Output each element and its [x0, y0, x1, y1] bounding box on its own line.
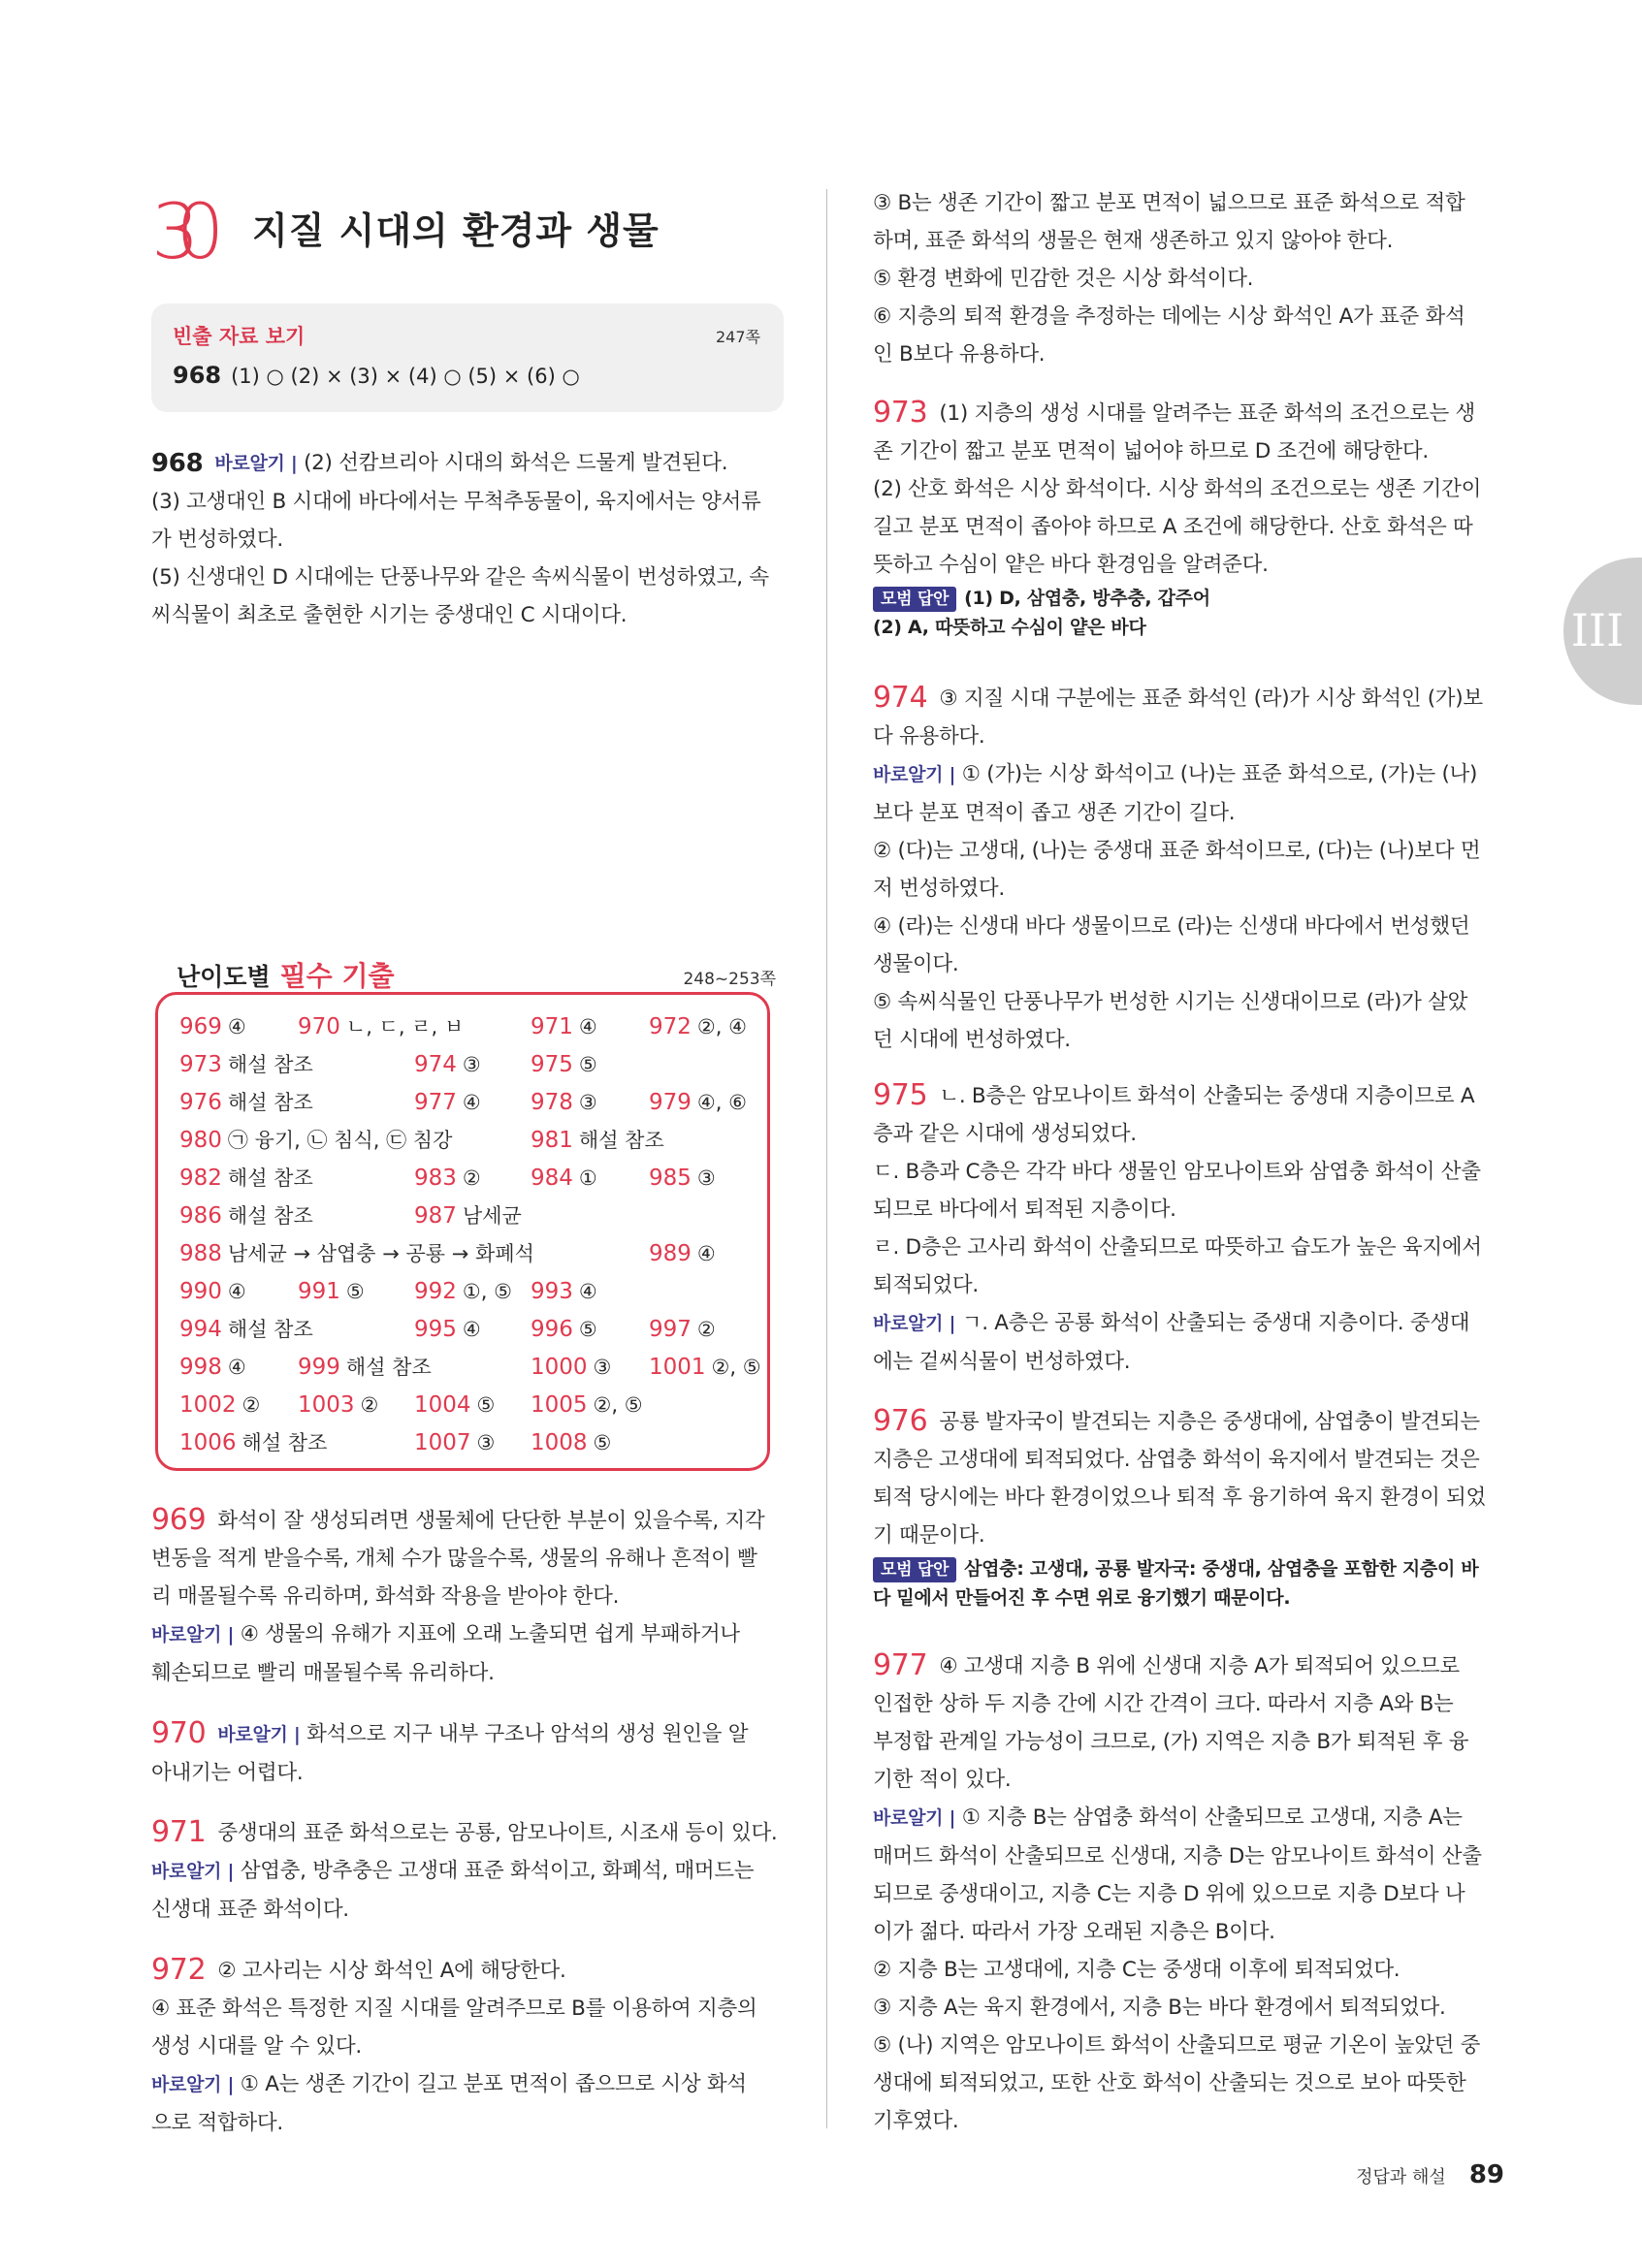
- answer-item: [179, 1311, 313, 1348]
- answer-number: 986: [179, 1203, 222, 1229]
- answer-item: [531, 1046, 597, 1083]
- answer-item: [179, 1349, 246, 1386]
- answer-item: [179, 1198, 313, 1234]
- answer-number: 989: [649, 1241, 692, 1266]
- correction-tag: 바로알기 |: [151, 2074, 235, 2095]
- answer-item: [531, 1387, 643, 1423]
- answer-item: [531, 1084, 597, 1121]
- text-line: 저 번성하였다.: [873, 877, 1005, 901]
- answer-item: [414, 1424, 495, 1461]
- text-line: 아내기는 어렵다.: [151, 1761, 304, 1785]
- answer-item: [298, 1008, 464, 1045]
- text-line: ㄹ. D층은 고사리 화석이 산출되므로 따뜻하고 습도가 높은 육지에서: [873, 1235, 1482, 1260]
- text-line: 던 시대에 번성하였다.: [873, 1028, 1071, 1052]
- answer-number: 994: [179, 1317, 222, 1342]
- answer-value: ㉠ 융기, ㉡ 침식, ㉢ 침강: [227, 1129, 453, 1152]
- answer-item: [649, 1008, 747, 1045]
- footer-label: 정답과 해설: [1356, 2167, 1446, 2188]
- text-line: 하며, 표준 화석의 생물은 현재 생존하고 있지 않아야 한다.: [873, 229, 1394, 253]
- answer-number: 969: [179, 1014, 222, 1039]
- answer-974: [873, 679, 1505, 1059]
- answer-item: [414, 1311, 481, 1348]
- text-line: ② 고사리는 시상 화석인 A에 해당한다.: [217, 1959, 566, 1983]
- answer-number: 995: [414, 1317, 457, 1342]
- correction-tag: 바로알기 |: [873, 764, 956, 785]
- answer-value: ⑤: [578, 1318, 597, 1341]
- answer-number: 975: [531, 1052, 573, 1077]
- answer-value: ②: [360, 1393, 379, 1417]
- answer-number: 979: [649, 1090, 692, 1115]
- text-line: ④ 표준 화석은 특정한 지질 시대를 알려주므로 B를 이용하여 지층의: [151, 1996, 757, 2021]
- text-line: 되므로 바다에서 퇴적된 지층이다.: [873, 1198, 1176, 1222]
- text-line: ④ 고생대 지층 B 위에 신생대 지층 A가 퇴적되어 있으므로: [939, 1654, 1460, 1678]
- correction-tag: 바로알기 |: [151, 1861, 235, 1882]
- text-line: ㄴ. B층은 암모나이트 화석이 산출되는 중생대 지층이므로 A: [939, 1084, 1475, 1108]
- required-questions-heading: [177, 955, 395, 994]
- answer-number: 977: [414, 1090, 457, 1115]
- question-number: 975: [873, 1078, 928, 1112]
- text-line: 으로 적합하다.: [151, 2111, 283, 2135]
- answer-number: 1004: [414, 1392, 471, 1418]
- answer-value: ③: [593, 1356, 612, 1379]
- text-line: 생대에 퇴적되었고, 또한 산호 화석이 산출되는 것으로 보아 따뜻한: [873, 2071, 1466, 2095]
- model-answer-line: 다 밑에서 만들어진 후 수면 위로 융기했기 때문이다.: [873, 1587, 1291, 1609]
- answer-number: 996: [531, 1317, 573, 1342]
- correction-tag: 바로알기 |: [151, 1624, 235, 1645]
- frequent-data-answers: [173, 362, 580, 389]
- answer-number: 982: [179, 1166, 222, 1191]
- answer-item: [414, 1160, 481, 1197]
- model-answer-tag: 모범 답안: [873, 1557, 956, 1582]
- answer-value: ⑤: [578, 1053, 597, 1076]
- answer-number: 980: [179, 1128, 222, 1153]
- page-number: 89: [1468, 2160, 1504, 2189]
- text-line: (1) 지층의 생성 시대를 알려주는 표준 화석의 조건으로는 생: [939, 401, 1475, 426]
- answer-item: [414, 1273, 512, 1310]
- question-number: 973: [873, 396, 928, 430]
- answer-item: [179, 1046, 313, 1083]
- text-line: 기 때문이다.: [873, 1523, 985, 1548]
- page-footer: [1356, 2160, 1504, 2189]
- question-number: 968: [173, 362, 222, 389]
- correction-tag: 바로알기 |: [873, 1807, 956, 1829]
- text-line: 훼손되므로 빨리 매몰될수록 유리하다.: [151, 1661, 495, 1685]
- text-line: 퇴적 당시에는 바다 환경이었으나 퇴적 후 융기하여 육지 환경이 되었: [873, 1485, 1486, 1510]
- answer-item: [649, 1084, 747, 1121]
- answer-number: 988: [179, 1241, 222, 1266]
- text-line: 기후였다.: [873, 2109, 959, 2133]
- text-line: 화석이 잘 생성되려면 생물체에 단단한 부분이 있을수록, 지각: [217, 1509, 765, 1533]
- section-tab: [1563, 558, 1642, 705]
- question-number: 977: [873, 1648, 928, 1682]
- answer-number: 1006: [179, 1430, 237, 1455]
- answer-item: [298, 1273, 365, 1310]
- text-line: 에는 겉씨식물이 번성하였다.: [873, 1350, 1131, 1374]
- text-line: (5) 신생대인 D 시대에는 단풍나무와 같은 속씨식물이 번성하였고, 속: [151, 565, 769, 590]
- text-line: ⑤ 환경 변화에 민감한 것은 시상 화석이다.: [873, 267, 1254, 291]
- answer-value: ⑤: [476, 1393, 496, 1417]
- text-line: 생물이다.: [873, 952, 959, 976]
- text-line: ③ B는 생존 기간이 짧고 분포 면적이 넓으므로 표준 화석으로 적합: [873, 191, 1465, 215]
- text-line: 공룡 발자국이 발견되는 지층은 중생대에, 삼엽충이 발견되는: [939, 1410, 1480, 1434]
- text-line: ⑤ 속씨식물인 단풍나무가 번성한 시기는 신생대이므로 (라)가 살았: [873, 990, 1468, 1014]
- answer-number: 1005: [531, 1392, 588, 1418]
- answer-value: ④: [227, 1356, 246, 1379]
- answer-number: 981: [531, 1128, 573, 1153]
- text-line: ④ 생물의 유해가 지표에 오래 노출되면 쉽게 부패하거나: [240, 1622, 740, 1646]
- answer-item: [179, 1273, 246, 1310]
- answer-value: 해설 참조: [241, 1431, 328, 1454]
- answer-item: [298, 1349, 432, 1386]
- text-line: 다 유용하다.: [873, 724, 985, 749]
- text-line: (2) 선캄브리아 시대의 화석은 드물게 발견된다.: [304, 451, 728, 475]
- text-line: 층과 같은 시대에 생성되었다.: [873, 1122, 1137, 1146]
- answer-value: 해설 참조: [227, 1204, 313, 1228]
- answer-item: [649, 1349, 761, 1386]
- answer-969: [151, 1501, 784, 1692]
- answer-item: [649, 1311, 716, 1348]
- answer-list: (1) ○ (2) × (3) × (4) ○ (5) × (6) ○: [231, 365, 580, 388]
- text-line: 신생대 표준 화석이다.: [151, 1898, 349, 1922]
- heading-part: 난이도별: [177, 963, 271, 991]
- chapter-number: 30: [151, 189, 202, 276]
- answer-number: 1008: [531, 1430, 588, 1455]
- answer-number: 978: [531, 1090, 573, 1115]
- answer-number: 984: [531, 1166, 573, 1191]
- answer-value: ③: [462, 1053, 481, 1076]
- answer-value: ④: [462, 1318, 481, 1341]
- chapter-title-text: 지질 시대의 환경과 생물: [252, 209, 660, 252]
- text-line: 길고 분포 면적이 좁아야 하므로 A 조건에 해당한다. 산호 화석은 따: [873, 515, 1473, 539]
- answer-item: [531, 1008, 597, 1045]
- answer-value: ④: [462, 1091, 481, 1114]
- answer-972-continued: [873, 184, 1505, 373]
- heading-highlight: 필수 기출: [279, 960, 395, 992]
- text-line: 삼엽충, 방추충은 고생대 표준 화석이고, 화폐석, 매머드는: [240, 1859, 755, 1883]
- text-line: 변동을 적게 받을수록, 개체 수가 많을수록, 생물의 유해나 흔적이 빨: [151, 1547, 757, 1571]
- question-number: 976: [873, 1404, 928, 1438]
- text-line: 생성 시대를 알 수 있다.: [151, 2034, 362, 2059]
- text-line: ⑥ 지층의 퇴적 환경을 추정하는 데에는 시상 화석인 A가 표준 화석: [873, 304, 1465, 329]
- answer-number: 993: [531, 1279, 573, 1304]
- answer-value: 남세균: [462, 1204, 522, 1228]
- answer-item: [179, 1122, 452, 1159]
- correction-tag: 바로알기 |: [873, 1313, 956, 1334]
- answer-number: 973: [179, 1052, 222, 1077]
- answer-number: 998: [179, 1355, 222, 1380]
- text-line: 인 B보다 유용하다.: [873, 342, 1046, 367]
- answer-value: 해설 참조: [227, 1053, 313, 1076]
- question-number: 971: [151, 1815, 207, 1849]
- answer-number: 974: [414, 1052, 457, 1077]
- answer-value: ④: [578, 1015, 597, 1038]
- answer-item: [531, 1160, 597, 1197]
- answer-item: [179, 1235, 534, 1272]
- text-line: 이가 젊다. 따라서 가장 오래된 지층은 B이다.: [873, 1920, 1275, 1944]
- answer-value: 해설 참조: [227, 1318, 313, 1341]
- text-line: ① (가)는 시상 화석이고 (나)는 표준 화석으로, (가)는 (나): [961, 762, 1478, 786]
- answer-970: [151, 1714, 784, 1792]
- answer-value: ①, ⑤: [462, 1280, 512, 1303]
- text-line: 존 기간이 짧고 분포 면적이 넓어야 하므로 D 조건에 해당한다.: [873, 439, 1429, 463]
- answer-item: [649, 1160, 716, 1197]
- text-line: (3) 고생대인 B 시대에 바다에서는 무척추동물이, 육지에서는 양서류: [151, 490, 761, 514]
- frequent-data-page: 247쪽: [716, 328, 760, 346]
- question-number: 970: [151, 1716, 207, 1750]
- column-divider: [826, 189, 827, 2128]
- correction-tag: 바로알기 |: [217, 1724, 301, 1745]
- text-line: ③ 지질 시대 구분에는 표준 화석인 (라)가 시상 화석인 (가)보: [939, 687, 1483, 711]
- answer-value: ②, ④: [696, 1015, 747, 1038]
- answer-item: [414, 1084, 481, 1121]
- required-questions-page: 248~253쪽: [683, 970, 776, 989]
- answer-item: [531, 1311, 597, 1348]
- text-line: 가 번성하였다.: [151, 527, 283, 552]
- required-answers-box: [155, 992, 770, 1471]
- answer-value: 해설 참조: [345, 1356, 432, 1379]
- text-line: (2) 산호 화석은 시상 화석이다. 시상 화석의 조건으로는 생존 기간이: [873, 477, 1482, 501]
- answer-value: ④: [696, 1242, 716, 1265]
- text-line: 인접한 상하 두 지층 간에 시간 간격이 크다. 따라서 지층 A와 B는: [873, 1692, 1454, 1716]
- answer-value: 해설 참조: [578, 1129, 664, 1152]
- answer-item: [179, 1424, 327, 1461]
- answer-972: [151, 1951, 784, 2142]
- text-line: ㄷ. B층과 C층은 각각 바다 생물인 암모나이트와 삼엽충 화석이 산출: [873, 1160, 1481, 1184]
- answer-value: ⑤: [593, 1431, 612, 1454]
- answer-number: 997: [649, 1317, 692, 1342]
- answer-number: 1003: [298, 1392, 355, 1418]
- answer-item: [179, 1084, 313, 1121]
- text-line: ① A는 생존 기간이 길고 분포 면적이 좁으므로 시상 화석: [240, 2072, 747, 2096]
- answer-971: [151, 1813, 784, 1929]
- text-line: 매머드 화석이 산출되므로 신생대, 지층 D는 암모나이트 화석이 산출: [873, 1844, 1482, 1869]
- model-answer-line: (2) A, 따뜻하고 수심이 얕은 바다: [873, 617, 1146, 638]
- answer-number: 992: [414, 1279, 457, 1304]
- text-line: 기한 적이 있다.: [873, 1768, 1012, 1792]
- answer-number: 991: [298, 1279, 340, 1304]
- section-tab-label: III: [1570, 604, 1625, 656]
- answer-value: ⑤: [345, 1280, 365, 1303]
- answer-number: 972: [649, 1014, 692, 1039]
- question-number: 974: [873, 681, 928, 715]
- text-line: ② 지층 B는 고생대에, 지층 C는 중생대 이후에 퇴적되었다.: [873, 1958, 1401, 1982]
- answer-number: 987: [414, 1203, 457, 1229]
- answer-976: [873, 1402, 1505, 1613]
- answer-number: 970: [298, 1014, 340, 1039]
- answer-item: [298, 1387, 378, 1423]
- answer-number: 1001: [649, 1355, 706, 1380]
- answer-number: 983: [414, 1166, 457, 1191]
- question-number: 968: [151, 449, 204, 478]
- answer-number: 999: [298, 1355, 340, 1380]
- answer-number: 976: [179, 1090, 222, 1115]
- text-line: 지층은 고생대에 퇴적되었다. 삼엽충 화석이 육지에서 발견되는 것은: [873, 1448, 1480, 1472]
- answer-value: ④, ⑥: [696, 1091, 747, 1114]
- answer-value: ②, ⑤: [593, 1393, 643, 1417]
- model-answer-line: (1) D, 삼엽충, 방추충, 갑주어: [964, 588, 1210, 609]
- text-line: ② (다)는 고생대, (나)는 중생대 표준 화석이므로, (다)는 (나)보다 먼: [873, 839, 1481, 863]
- answer-value: ④: [578, 1280, 597, 1303]
- answer-item: [649, 1235, 716, 1272]
- answer-item: [179, 1008, 246, 1045]
- text-line: 뜻하고 수심이 얕은 바다 환경임을 알려준다.: [873, 553, 1269, 577]
- answer-value: 해설 참조: [227, 1091, 313, 1114]
- text-line: 씨식물이 최초로 출현한 시기는 중생대인 C 시대이다.: [151, 603, 628, 627]
- chapter-title: [151, 189, 784, 296]
- question-number: 972: [151, 1953, 207, 1987]
- answer-number: 985: [649, 1166, 692, 1191]
- answer-968: [151, 444, 784, 634]
- text-line: ㄱ. A층은 공룡 화석이 산출되는 중생대 지층이다. 중생대: [961, 1311, 1470, 1335]
- answer-value: ㄴ, ㄷ, ㄹ, ㅂ: [345, 1015, 465, 1038]
- answer-item: [531, 1122, 664, 1159]
- answer-value: ③: [578, 1091, 597, 1114]
- answer-number: 1000: [531, 1355, 588, 1380]
- text-line: ① 지층 B는 삼엽충 화석이 산출되므로 고생대, 지층 A는: [961, 1805, 1463, 1830]
- frequent-data-box: [151, 303, 784, 412]
- answer-number: 1002: [179, 1392, 237, 1418]
- answer-value: ②, ⑤: [711, 1356, 761, 1379]
- text-line: 되므로 중생대이고, 지층 C는 지층 D 위에 있으므로 지층 D보다 나: [873, 1882, 1465, 1906]
- answer-value: ①: [578, 1166, 597, 1190]
- answer-item: [179, 1387, 260, 1423]
- answer-value: 해설 참조: [227, 1166, 313, 1190]
- text-line: 중생대의 표준 화석으로는 공룡, 암모나이트, 시조새 등이 있다.: [217, 1821, 778, 1845]
- answer-item: [179, 1160, 313, 1197]
- answer-item: [414, 1046, 481, 1083]
- text-line: 부정합 관계일 가능성이 크므로, (가) 지역은 지층 B가 퇴적된 후 융: [873, 1730, 1469, 1754]
- text-line: 퇴적되었다.: [873, 1273, 979, 1297]
- answer-975: [873, 1076, 1505, 1381]
- model-answer-line: 삼엽충: 고생대, 공룡 발자국: 중생대, 삼엽충을 포함한 지층이 바: [964, 1558, 1479, 1580]
- text-line: ④ (라)는 신생대 바다 생물이므로 (라)는 신생대 바다에서 번성했던: [873, 914, 1470, 939]
- answer-value: ③: [476, 1431, 496, 1454]
- answer-value: ②: [696, 1318, 716, 1341]
- answer-973: [873, 394, 1505, 642]
- answer-item: [414, 1198, 522, 1234]
- answer-item: [531, 1273, 597, 1310]
- answer-value: ④: [227, 1015, 246, 1038]
- answer-number: 1007: [414, 1430, 471, 1455]
- correction-tag: 바로알기 |: [214, 453, 298, 474]
- question-number: 969: [151, 1503, 207, 1537]
- answer-item: [414, 1387, 495, 1423]
- answer-number: 971: [531, 1014, 573, 1039]
- model-answer-tag: 모범 답안: [873, 587, 956, 612]
- answer-item: [531, 1424, 611, 1461]
- frequent-data-label: 빈출 자료 보기: [173, 325, 306, 348]
- answer-value: ②: [241, 1393, 261, 1417]
- text-line: 화석으로 지구 내부 구조나 암석의 생성 원인을 알: [306, 1722, 749, 1746]
- answer-number: 990: [179, 1279, 222, 1304]
- answer-value: 남세균 → 삼엽충 → 공룡 → 화폐석: [227, 1242, 534, 1265]
- text-line: ⑤ (나) 지역은 암모나이트 화석이 산출되므로 평균 기온이 높았던 중: [873, 2033, 1481, 2058]
- text-line: ③ 지층 A는 육지 환경에서, 지층 B는 바다 환경에서 퇴적되었다.: [873, 1996, 1446, 2020]
- text-line: 보다 분포 면적이 좁고 생존 기간이 길다.: [873, 801, 1236, 825]
- answer-value: ④: [227, 1280, 246, 1303]
- answer-item: [531, 1349, 611, 1386]
- answer-977: [873, 1646, 1505, 2140]
- answer-value: ③: [696, 1166, 716, 1190]
- text-line: 리 매몰될수록 유리하며, 화석화 작용을 받아야 한다.: [151, 1584, 620, 1609]
- answer-value: ②: [462, 1166, 481, 1190]
